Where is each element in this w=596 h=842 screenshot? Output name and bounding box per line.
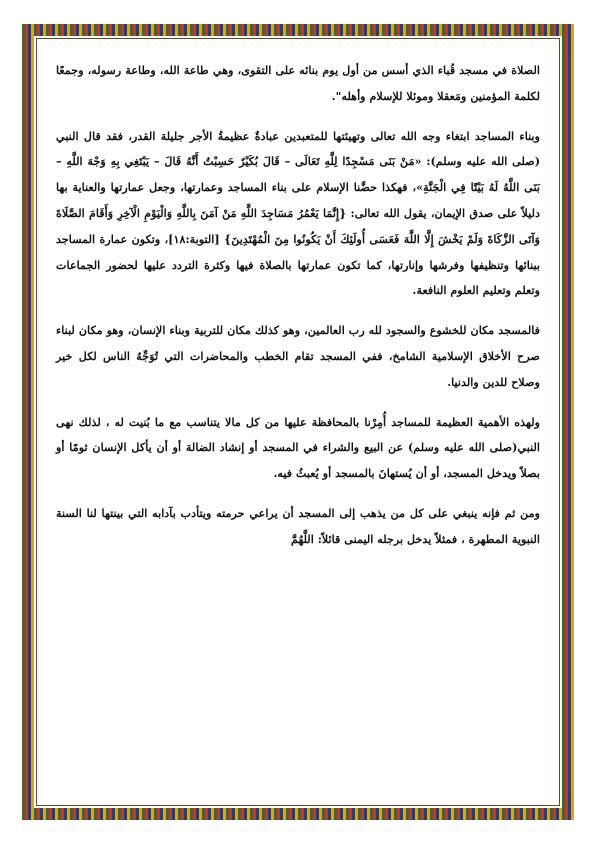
paragraph-3: فالمسجد مكان للخشوع والسجود لله رب العالمين، وهو كذلك مكان للتربية وبناء الإنسان، وهو مكان لبناء صرح الأخلاق الإسلامية الشامخ، ففي المسجد تقام الخطب والمحاضرات التي تُوَجِّهُ الناس لكل خير وصلاح للدين والدنيا.: [56, 323, 540, 389]
paragraph-2: وبناء المساجد ابتغاء وجه الله تعالى وتهيئتها للمتعبدين عبادةٌ عظيمةُ الأجر جليلة القدر، فقد قال النبي (صلى الله عليه وسلم): «مَنْ بَنَى مَسْجِدًا لِلَّهِ تَعَالَى – قَالَ بُكَيْرٌ حَسِبْتُ أَنَّهُ قَالَ – يَبْتَغِي بِهِ وَجْهَ اللَّهِ – بَنَى اللَّهُ لَهُ بَيْتًا فِي الْجَنَّةِ»، فهكذا حضَّنا الإسلام على بناء المساجد وعمارتها، وجعل عمارتها والعناية بها دليلاً على صدق الإيمان، يقول الله تعالى: {إِنَّمَا يَعْمُرُ مَسَاجِدَ اللَّهِ مَنْ آمَنَ بِاللَّهِ وَالْيَوْمِ الْآخِرِ وَأَقَامَ الصَّلَاةَ وَآتَى الزَّكَاةَ وَلَمْ يَخْشَ إِلَّا اللَّهَ فَعَسَى أُولَئِكَ أَنْ يَكُونُوا مِنَ الْمُهْتَدِينَ} [التوبة:١٨]، وتكون عمارة المساجد ببنائها وتنظيفها وفرشها وإنارتها، كما تكون عمارتها بالصلاة فيها وكثرة التردد عليها لحضور الجماعات وتعلم وتعليم العلوم النافعة.: [56, 128, 540, 298]
paragraph-5: ومن ثم فإنه ينبغي على كل من يذهب إلى المسجد أن يراعي حرمته ويتأدب بآدابه التي بينتها لنا السنة النبوية المطهرة ، فمثلاً يدخل برجله اليمنى قائلاً: اللَّهُمَّ: [56, 505, 540, 546]
document-body: [56, 58, 540, 567]
paragraph-4: ولهذه الأهمية العظيمة للمساجد أُمِرْنا بالمحافظة عليها من كل مالا يتناسب مع ما بُنيت له ، لذلك نهى النبي(صلى الله عليه وسلم) عن البيع والشراء في المسجد أو إنشاد الضالة أو أن يأكل الإنسان ثومًا أو بصلاً ويدخل المسجد، أو أن يُستهانَ بالمسجد أو يُعبثُ فيه.: [56, 414, 540, 481]
paragraph-1: الصلاة في مسجد قُباء الذي أسس من أول يوم بنائه على التقوى، وهي طاعة الله، وطاعة رسوله، وجمعًا لكلمة المؤمنين ومَعقلا وموئلا للإسلام وأهله".: [56, 63, 540, 103]
